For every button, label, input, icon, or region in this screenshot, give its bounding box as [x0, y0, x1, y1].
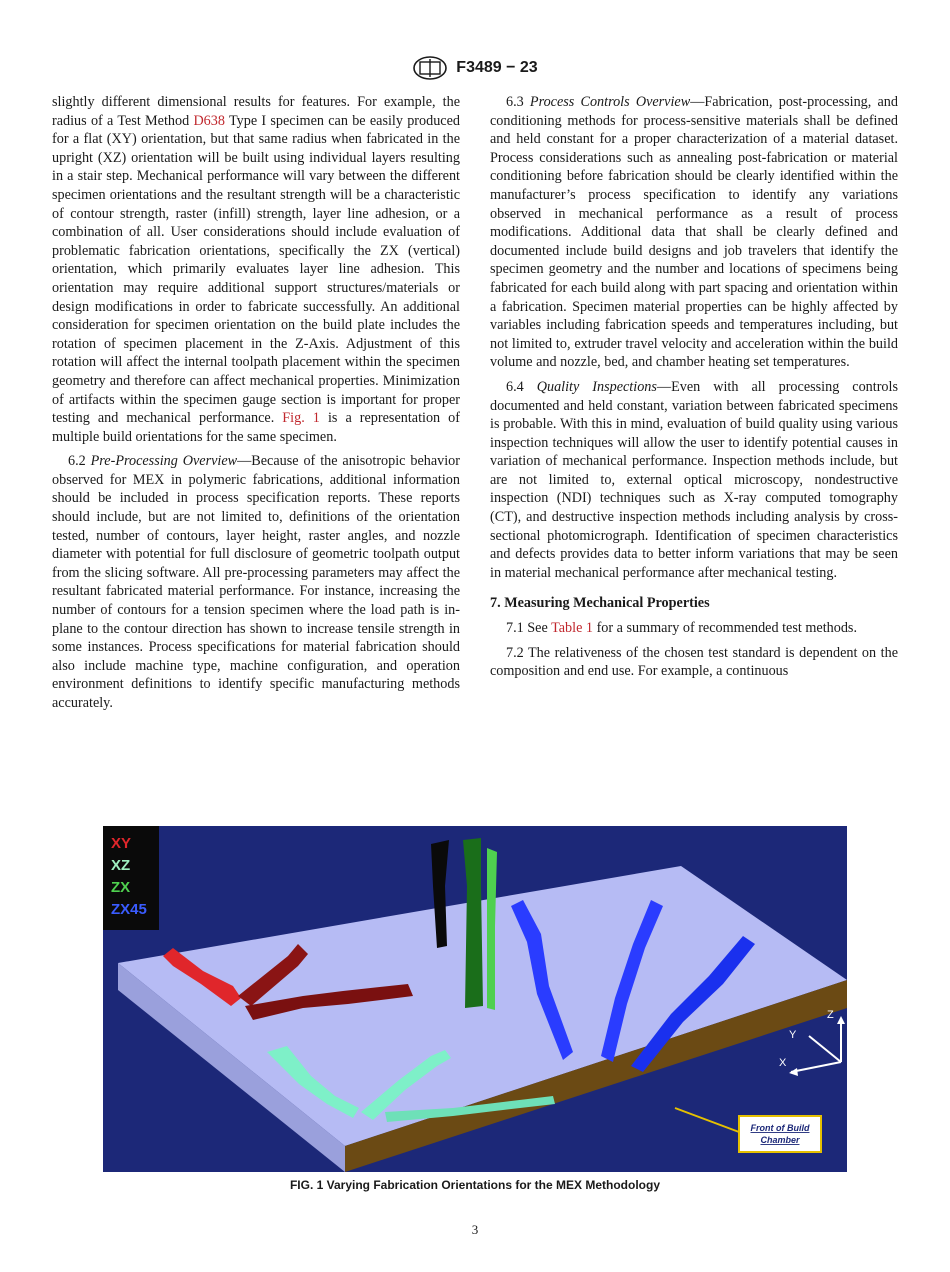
figure-caption: FIG. 1 Varying Fabrication Orientations for the MEX Methodology	[289, 1178, 661, 1192]
callout-text-line1: Front of Build	[750, 1123, 810, 1133]
axis-label-x: X	[779, 1057, 787, 1069]
axis-label-z: Z	[827, 1009, 834, 1021]
paragraph-6-4: 6.4 Quality Inspections—Even with all processing controls documented and held constant, variation between fabricated specimens is probable. With this in mind, evaluation of build quality using various inspection techniques will allow the user to identify potential causes in variation of mechanical performance. Inspection methods include, but are not limited to, external optical microscopy, nondestructive inspection (NDI) techniques such as X-ray computed tomography (CT), and destructive inspection methods including analysis by cross-sectional photomicrograph. Identification of specimen characteristics and defects provides data to better inform variations that may be seen in material mechanical performance after mechanical testing.	[490, 378, 898, 581]
table-1-link[interactable]: Table 1	[551, 620, 594, 637]
left-column	[52, 93, 460, 719]
callout-box	[739, 1116, 821, 1152]
legend-xz: XZ	[111, 857, 131, 874]
right-column	[490, 93, 898, 687]
page-number: 3	[471, 1222, 479, 1237]
paragraph-6-2: 6.2 Pre-Processing Overview—Because of the anisotropic behavior observed for MEX in polymeric fabrications, additional information should be included in process specification reports. These reports should include, but are not limited to, definitions of the orientation tested, number of contours, layer height, raster angles, and nozzle diameter with potential for full disclosure of geometric toolpath output from the slicing software. All pre-processing parameters may affect the resultant fabricated material performance. For instance, increasing the number of contours for a tension specimen where the load path is in-plane to the contour direction has shown to increase tensile strength in some instances. Process specifications for material fabrication should also include machine type, machine configuration, and operation environment definitions to identify specific manufacturing methods accurately.	[52, 453, 461, 711]
paragraph-6-3: 6.3 Process Controls Overview—Fabrication, post-processing, and conditioning methods for process-sensitive materials shall be defined and held constant for a proper characterization of a material dataset. Process considerations such as annealing post-fabrication or material conditioning before fabrication should be clearly identified within the manufacturer’s process specification to identify any variations observed in mechanical performance as a result of process modifications. Additional data that shall be clearly defined and documented include build designs and job travelers that identify the specimen geometry and the number and locations of specimens being fabricated for each build along with part spacing and orientation within a fabrication. Specimen material properties can be highly affected by variables including fabrication speeds and temperatures including, but not limited to, extruder travel velocity and acceleration within the build volume and nozzle, bed, and chamber heating set temperatures.	[490, 94, 898, 371]
callout-text-line2: Chamber	[760, 1135, 800, 1145]
fig-1-link[interactable]: Fig. 1	[282, 410, 320, 427]
astm-logo-icon	[412, 56, 448, 80]
d638-link[interactable]: D638	[193, 112, 225, 129]
legend-zx: ZX	[111, 879, 131, 896]
legend-xy: XY	[111, 835, 132, 852]
legend-zx45: ZX45	[111, 901, 147, 918]
axis-label-y: Y	[789, 1029, 797, 1041]
section-7-heading: 7. Measuring Mechanical Properties	[490, 595, 710, 612]
paragraph-7-1: 7.1 See Table 1 for a summary of recommended test methods.	[506, 620, 857, 637]
paragraph-6-1-continued: slightly different dimensional results for features. For example, the radius of a Test Method D638 Type I specimen can be easily produced for a flat (XY) orientation, but that same radius when fabricated in the upright (XZ) orientation will be built using individual layers resulting in a stair step. Mechanical performance will vary between the different specimen orientations and the resultant strength will be a characteristic of contour strength, raster (infill) strength, layer line adhesion, or a combination of all. User considerations should include evaluation of problematic fabrication orientations, specifically the ZX (vertical) orientation, which primarily evaluates layer line adhesion. This orientation may require additional support structures/materials or design modifications in order to fabricate successfully. An additional consideration for specimen orientation on the build plate includes the rotation of specimen placement in the Z-Axis. Adjustment of this rotation will affect the internal toolpath placement within the specimen geometry and therefore can affect mechanical properties. Minimization of artifacts within the specimen gauge section is important for proper testing and mechanical performance. Fig. 1 is a representation of multiple build orientations for the same specimen.	[52, 94, 460, 445]
standard-code: F3489 − 23	[456, 59, 538, 76]
page-header	[0, 56, 950, 80]
fig-1-build-orientations-image	[103, 826, 847, 1172]
paragraph-7-2: 7.2 The relativeness of the chosen test standard is dependent on the composition and end use. For example, a continuous	[490, 644, 898, 680]
